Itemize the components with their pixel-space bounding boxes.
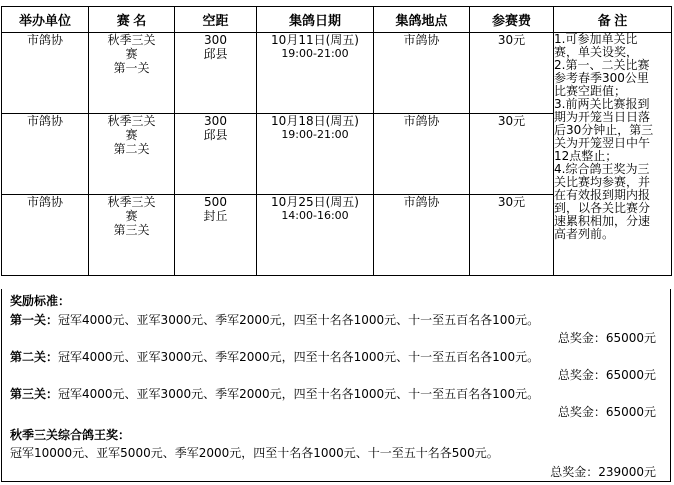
header-row — [2, 7, 672, 33]
place-cell: 市鸽协 — [374, 114, 470, 195]
race-name-line: 秋季三关 — [107, 195, 156, 209]
stage-1-line — [10, 311, 539, 328]
date-day: 10月11日(周五) — [271, 33, 359, 47]
fee-cell: 30元 — [470, 114, 554, 195]
date-cell — [257, 195, 374, 276]
notes-cell — [554, 33, 672, 276]
stage-text: 冠军4000元、亚军3000元、季军2000元，四至十名各1000元、十一至五百名各100元。 — [58, 350, 540, 364]
date-time: 19:00-21:00 — [281, 47, 349, 60]
date-time: 19:00-21:00 — [281, 128, 349, 141]
distance-place: 封丘 — [203, 209, 228, 223]
prize-section — [1, 289, 671, 482]
note-line: 期为开笼当日日落 — [554, 110, 651, 124]
note-line: 12点整止； — [554, 149, 618, 163]
note-line: 2.第一、二关比赛 — [554, 58, 650, 72]
place-cell: 市鸽协 — [374, 195, 470, 276]
race-name-line: 第三关 — [113, 223, 150, 237]
distance-place: 邱县 — [203, 47, 228, 61]
header-cell: 参赛费 — [470, 7, 554, 33]
distance-value: 300 — [204, 33, 227, 47]
stage-label: 第一关： — [10, 313, 59, 327]
race-name-line: 赛 — [125, 47, 138, 61]
date-time: 14:00-16:00 — [281, 209, 349, 222]
king-total: 总奖金：239000元 — [550, 465, 656, 479]
date-cell — [257, 33, 374, 114]
stage-label: 第三关： — [10, 387, 59, 401]
race-name-cell — [89, 33, 175, 114]
header-cell: 集鸽日期 — [257, 7, 374, 33]
note-line: 3.前两关比赛报到 — [554, 97, 650, 111]
note-line: 后30分钟止，第三 — [554, 123, 654, 137]
note-line: 速累积相加，分速 — [554, 214, 651, 228]
stage-text: 冠军4000元、亚军3000元、季军2000元，四至十名各1000元、十一至五百名各100元。 — [58, 387, 540, 401]
note-line: 到，以各关比赛分 — [554, 201, 651, 215]
stage-total: 总奖金：65000元 — [557, 405, 656, 419]
stage-total: 总奖金：65000元 — [557, 368, 656, 382]
note-line: 1.可参加单关比 — [554, 32, 638, 46]
stage-text: 冠军4000元、亚军3000元、季军2000元，四至十名各1000元、十一至五百名各100元。 — [58, 313, 540, 327]
race-name-cell — [89, 114, 175, 195]
race-name-line: 赛 — [125, 128, 138, 142]
race-name-line: 秋季三关 — [107, 114, 156, 128]
org-cell: 市鸽协 — [2, 195, 89, 276]
note-line: 赛，单关设奖， — [554, 45, 639, 59]
king-title: 秋季三关综合鸽王奖： — [10, 428, 131, 442]
header-cell: 空距 — [175, 7, 257, 33]
note-line: 关为开笼翌日中午 — [554, 136, 651, 150]
header-cell: 赛 名 — [89, 7, 175, 33]
distance-value: 500 — [204, 195, 227, 209]
distance-place: 邱县 — [203, 128, 228, 142]
table-row — [2, 33, 672, 114]
fee-cell: 30元 — [470, 33, 554, 114]
note-line: 4.综合鸽王奖为三 — [554, 162, 650, 176]
stage-total: 总奖金：65000元 — [557, 331, 656, 345]
stage-3-line — [10, 385, 539, 402]
race-name-line: 赛 — [125, 209, 138, 223]
distance-cell — [175, 195, 257, 276]
date-cell — [257, 114, 374, 195]
note-line: 比赛空距值； — [554, 84, 627, 98]
race-name-cell — [89, 195, 175, 276]
race-name-line: 秋季三关 — [107, 33, 156, 47]
header-cell: 集鸽地点 — [374, 7, 470, 33]
note-line: 在有效报到期内报 — [554, 188, 651, 202]
race-name-line: 第一关 — [113, 61, 150, 75]
note-line: 参考春季300公里 — [554, 71, 649, 85]
date-day: 10月25日(周五) — [271, 195, 359, 209]
king-text: 冠军10000元、亚军5000元、季军2000元，四至十名各1000元、十一至五十名各500元。 — [10, 446, 499, 460]
header-cell: 备 注 — [554, 7, 672, 33]
schedule-table — [1, 6, 672, 276]
prize-title: 奖励标准： — [10, 294, 71, 308]
org-cell: 市鸽协 — [2, 114, 89, 195]
distance-cell — [175, 33, 257, 114]
header-cell: 举办单位 — [2, 7, 89, 33]
org-cell: 市鸽协 — [2, 33, 89, 114]
stage-2-line — [10, 348, 539, 365]
note-line: 高者列前。 — [554, 227, 615, 241]
distance-value: 300 — [204, 114, 227, 128]
stage-label: 第二关： — [10, 350, 59, 364]
place-cell: 市鸽协 — [374, 33, 470, 114]
date-day: 10月18日(周五) — [271, 114, 359, 128]
distance-cell — [175, 114, 257, 195]
note-line: 关比赛均参赛，并 — [554, 175, 651, 189]
race-name-line: 第二关 — [113, 142, 150, 156]
fee-cell: 30元 — [470, 195, 554, 276]
